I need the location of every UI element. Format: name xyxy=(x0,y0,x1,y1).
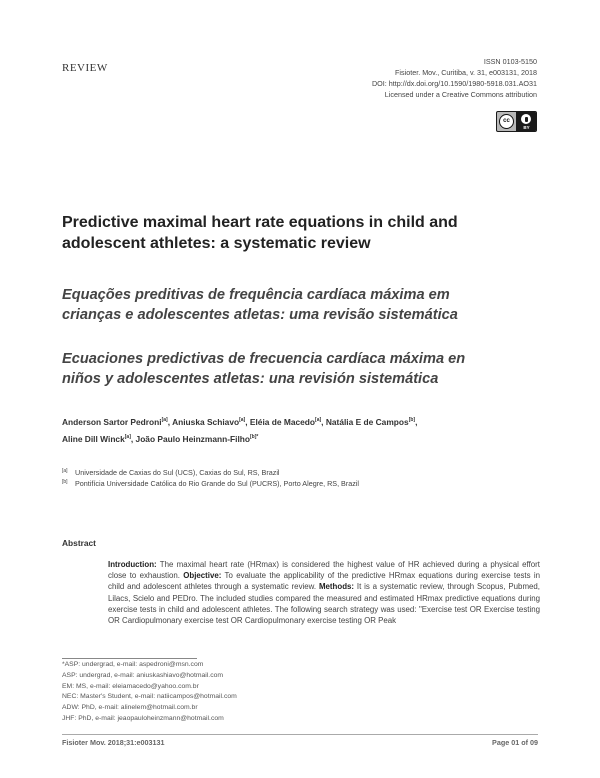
footnote: JHF: PhD, e-mail: jeaopauloheinzmann@hotmail.com xyxy=(62,714,224,722)
by-label: BY xyxy=(523,125,530,130)
footer-divider xyxy=(62,734,538,735)
abstract-heading: Abstract xyxy=(62,538,96,548)
methods-label: Methods: xyxy=(318,582,355,592)
affiliation-mark: [b] xyxy=(62,479,68,485)
footer-citation: Fisioter Mov. 2018;31:e003131 xyxy=(62,738,165,747)
citation: Fisioter. Mov., Curitiba, v. 31, e003131, 2018 xyxy=(395,68,537,77)
author: Natália E de Campos[b], xyxy=(325,417,418,427)
author-footnotes xyxy=(62,660,362,725)
author: Aniuska Schiavo[a], xyxy=(172,417,250,427)
affiliation-text: Universidade de Caxias do Sul (UCS), Caxias do Sul, RS, Brazil xyxy=(75,468,280,477)
article-metadata xyxy=(277,56,537,100)
author: Eléia de Macedo[a], xyxy=(249,417,326,427)
footnote: ASP: undergrad, e-mail: aniuskashiavo@hotmail.com xyxy=(62,671,224,679)
author: Aline Dill Winck[a], xyxy=(62,434,136,444)
by-panel xyxy=(516,112,537,131)
article-title: Predictive maximal heart rate equations in child and adolescent athletes: a systematic review xyxy=(62,214,458,252)
issn: ISSN 0103-5150 xyxy=(483,57,537,66)
footnote: EM: MS, e-mail: eleiamacedo@yahoo.com.br xyxy=(62,682,199,690)
page-number: Page 01 of 09 xyxy=(492,738,538,747)
author: Anderson Sartor Pedroni[a], xyxy=(62,417,173,427)
footnote: ADW: PhD, e-mail: alinelem@hotmail.com.br xyxy=(62,704,198,712)
author: João Paulo Heinzmann-Filho$^{[b]*}$ xyxy=(135,434,259,444)
section-label: REVIEW xyxy=(62,62,108,74)
affiliations xyxy=(62,467,502,489)
affiliation-text: Pontifícia Universidade Católica do Rio Grande do Sul (PUCRS), Porto Alegre, RS, Brazil xyxy=(75,479,360,488)
affiliation xyxy=(62,467,502,478)
footnote: *ASP: undergrad, e-mail: aspedroni@msn.com xyxy=(62,661,204,668)
doi-link[interactable]: DOI: http://dx.doi.org/10.1590/1980-5918.031.AO31 xyxy=(371,79,537,88)
license-text: Licensed under a Creative Commons attribution xyxy=(384,90,537,99)
affiliation-mark: [a] xyxy=(62,468,68,474)
objective-label: Objective: xyxy=(183,571,222,581)
article-title-spanish: Ecuaciones predictivas de frecuencia cardíaca máxima en niños y adolescentes atletas: una revisión sistemática xyxy=(62,351,466,387)
footnote: NEC: Master's Student, e-mail: natiicampos@hotmail.com xyxy=(62,693,237,701)
abstract-body: Introduction: The maximal heart rate (HRmax) is considered the highest value of HR achieved during a physical effort close to exhaustion. Objective: To evaluate the applicability of the predictive HRmax equations during exercise tests in child and adolescent athletes through a systematic review. Methods: It is a systematic review, through Scopus, Pubmed, Lilacs, Scielo and PEDro. The included studies compared the measured and estimated HRmax predictive equations during exercise tests in child and adolescent athletes. The following search strategy was used: "Exercise test OR Exercise testing OR Cardiopulmonary exercise test OR Cardiopulmonary exercise testing OR Peak xyxy=(108,560,540,626)
creative-commons-by-icon[interactable] xyxy=(496,111,537,132)
affiliation xyxy=(62,478,502,489)
article-title-portuguese: Equações preditivas de frequência cardíaca máxima em crianças e adolescentes atletas: uma revisão sistemática xyxy=(62,287,458,323)
footnote-divider xyxy=(62,658,197,659)
cc-mark: cc xyxy=(499,114,514,129)
introduction-label: Introduction: xyxy=(108,560,157,569)
person-icon xyxy=(520,113,532,125)
author-list xyxy=(62,413,502,447)
